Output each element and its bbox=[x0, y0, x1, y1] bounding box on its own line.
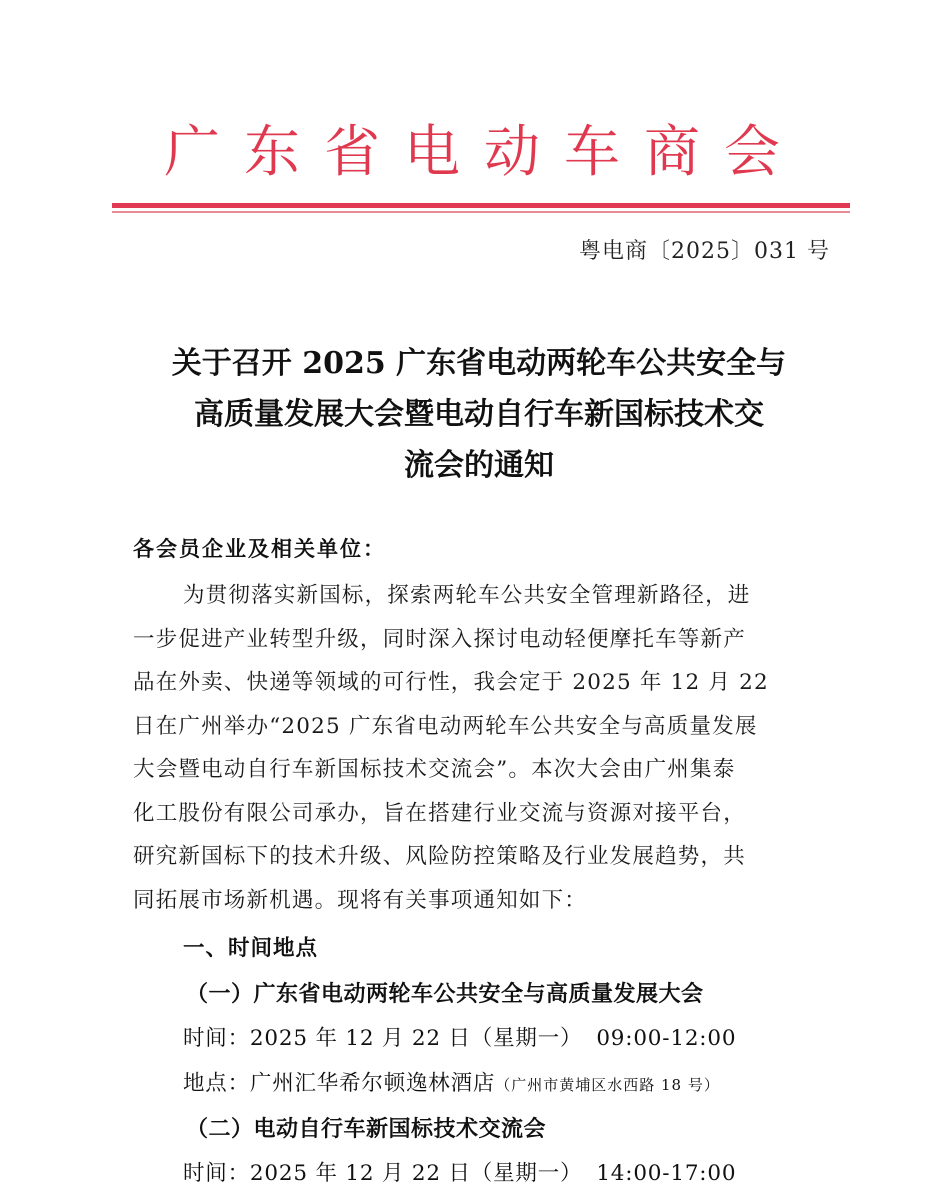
letterhead-org-name: 广东省电动车商会 bbox=[164, 120, 804, 185]
document-title bbox=[126, 338, 832, 491]
time-range: 14:00-17:00 bbox=[596, 1161, 737, 1186]
document-number: 粤电商〔2025〕031 号 bbox=[579, 239, 830, 264]
time-label: 时间： bbox=[183, 1026, 250, 1051]
paragraph-line: 品在外卖、快递等领域的可行性，我会定于 2025 年 12 月 22 bbox=[133, 670, 769, 695]
time-value: 2025 年 12 月 22 日（星期一） bbox=[249, 1026, 583, 1051]
paragraph-line: 研究新国标下的技术升级、风险防控策略及行业发展趋势，共 bbox=[133, 844, 746, 869]
time-value: 2025 年 12 月 22 日（星期一） bbox=[249, 1161, 583, 1186]
paragraph-line: 大会暨电动自行车新国标技术交流会”。本次大会由广州集泰 bbox=[133, 757, 736, 782]
event-1-heading: （一）广东省电动两轮车公共安全与高质量发展大会 bbox=[186, 981, 704, 1007]
time-range: 09:00-12:00 bbox=[596, 1026, 737, 1051]
time-label: 时间： bbox=[183, 1161, 250, 1186]
letterhead-red-rule-thin bbox=[112, 211, 850, 213]
title-line: 流会的通知 bbox=[404, 448, 554, 483]
intro-paragraph bbox=[133, 574, 833, 922]
paragraph-line: 为贯彻落实新国标，探索两轮车公共安全管理新路径，进 bbox=[183, 583, 751, 608]
event-2-time bbox=[183, 1156, 736, 1192]
event-1-location bbox=[183, 1066, 720, 1103]
event-2-heading: （二）电动自行车新国标技术交流会 bbox=[186, 1116, 547, 1142]
paragraph-line: 一步促进产业转型升级，同时深入探讨电动轻便摩托车等新产 bbox=[133, 626, 746, 652]
section-heading-time-location: 一、时间地点 bbox=[183, 936, 319, 961]
title-line: 关于召开 2025 广东省电动两轮车公共安全与 bbox=[171, 346, 787, 381]
paragraph-line: 同拓展市场新机遇。现将有关事项通知如下： bbox=[133, 887, 588, 913]
location-label: 地点： bbox=[183, 1071, 250, 1096]
paragraph-line: 化工股份有限公司承办，旨在搭建行业交流与资源对接平台， bbox=[133, 800, 746, 826]
paragraph-line: 日在广州举办“2025 广东省电动两轮车公共安全与高质量发展 bbox=[133, 713, 758, 739]
salutation: 各会员企业及相关单位： bbox=[133, 536, 386, 561]
location-value: 广州汇华希尔顿逸林酒店 bbox=[249, 1071, 496, 1096]
event-1-time bbox=[183, 1021, 736, 1057]
location-address-note: （广州市黄埔区水西路 18 号） bbox=[495, 1076, 720, 1094]
letterhead-red-rule-thick bbox=[112, 203, 850, 208]
title-line: 高质量发展大会暨电动自行车新国标技术交 bbox=[194, 397, 764, 432]
